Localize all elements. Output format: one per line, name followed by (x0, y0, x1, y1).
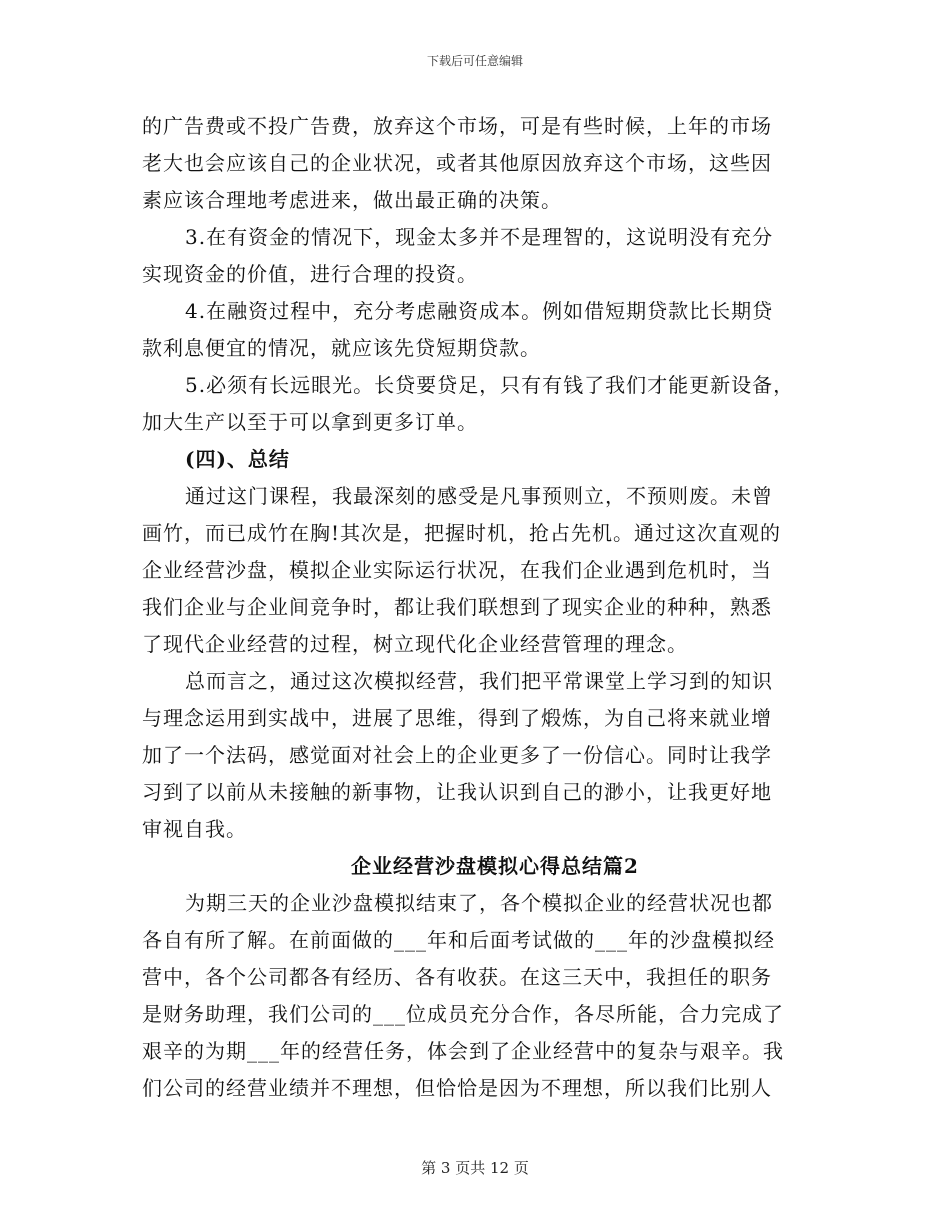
paragraph-line: 企业经营沙盘，模拟企业实际运行状况，在我们企业遇到危机时，当 (142, 558, 772, 582)
paragraph-line: 为期三天的企业沙盘模拟结束了，各个模拟企业的经营状况也都 (185, 891, 773, 915)
paragraph-line: 的广告费或不投广告费，放弃这个市场，可是有些时候，上年的市场 (142, 114, 772, 138)
paragraph-line: 5.必须有长远眼光。长贷要贷足，只有有钱了我们才能更新设备， (185, 373, 795, 397)
section-heading: (四)、总结 (185, 447, 290, 471)
paragraph-line: 各自有所了解。在前面做的___年和后面考试做的___年的沙盘模拟经 (142, 928, 775, 952)
paragraph-line: 与理念运用到实战中，进展了思维，得到了煅炼，为自己将来就业增 (142, 706, 772, 730)
paragraph-line: 实现资金的价值，进行合理的投资。 (142, 262, 478, 286)
paragraph-line: 们公司的经营业绩并不理想，但恰恰是因为不理想，所以我们比别人 (142, 1076, 772, 1100)
paragraph-line: 老大也会应该自己的企业状况，或者其他原因放弃这个市场，这些因 (142, 151, 772, 175)
paragraph-line: 3.在有资金的情况下，现金太多并不是理智的，这说明没有充分 (185, 225, 774, 249)
page-number-footer: 第 3 页共 12 页 (421, 1159, 529, 1177)
paragraph-line: 习到了以前从未接触的新事物，让我认识到自己的渺小，让我更好地 (142, 780, 772, 804)
paragraph-line: 营中，各个公司都各有经历、各有收获。在这三天中，我担任的职务 (142, 965, 772, 989)
paragraph-line: 是财务助理，我们公司的___位成员充分合作，各尽所能，合力完成了 (142, 1002, 784, 1026)
section-title: 企业经营沙盘模拟心得总结篇2 (351, 854, 639, 878)
paragraph-line: 通过这门课程，我最深刻的感受是凡事预则立，不预则废。未曾 (185, 484, 773, 508)
paragraph-line: 加大生产以至于可以拿到更多订单。 (142, 410, 478, 434)
paragraph-line: 艰辛的为期___年的经营任务，体会到了企业经营中的复杂与艰辛。我 (142, 1039, 784, 1063)
paragraph-line: 审视自我。 (142, 817, 247, 841)
paragraph-line: 素应该合理地考虑进来，做出最正确的决策。 (142, 188, 562, 212)
paragraph-line: 款利息便宜的情况，就应该先贷短期贷款。 (142, 336, 541, 360)
page-header-note: 下载后可任意编辑 (426, 54, 523, 68)
paragraph-line: 画竹，而已成竹在胸!其次是，把握时机，抢占先机。通过这次直观的 (142, 521, 782, 545)
paragraph-line: 4.在融资过程中，充分考虑融资成本。例如借短期贷款比长期贷 (185, 299, 774, 323)
paragraph-line: 加了一个法码，感觉面对社会上的企业更多了一份信心。同时让我学 (142, 743, 772, 767)
paragraph-line: 总而言之，通过这次模拟经营，我们把平常课堂上学习到的知识 (185, 669, 773, 693)
paragraph-line: 我们企业与企业间竞争时，都让我们联想到了现实企业的种种，熟悉 (142, 595, 772, 619)
document-body (142, 108, 808, 1107)
paragraph-line: 了现代企业经营的过程，树立现代化企业经营管理的理念。 (142, 632, 688, 656)
